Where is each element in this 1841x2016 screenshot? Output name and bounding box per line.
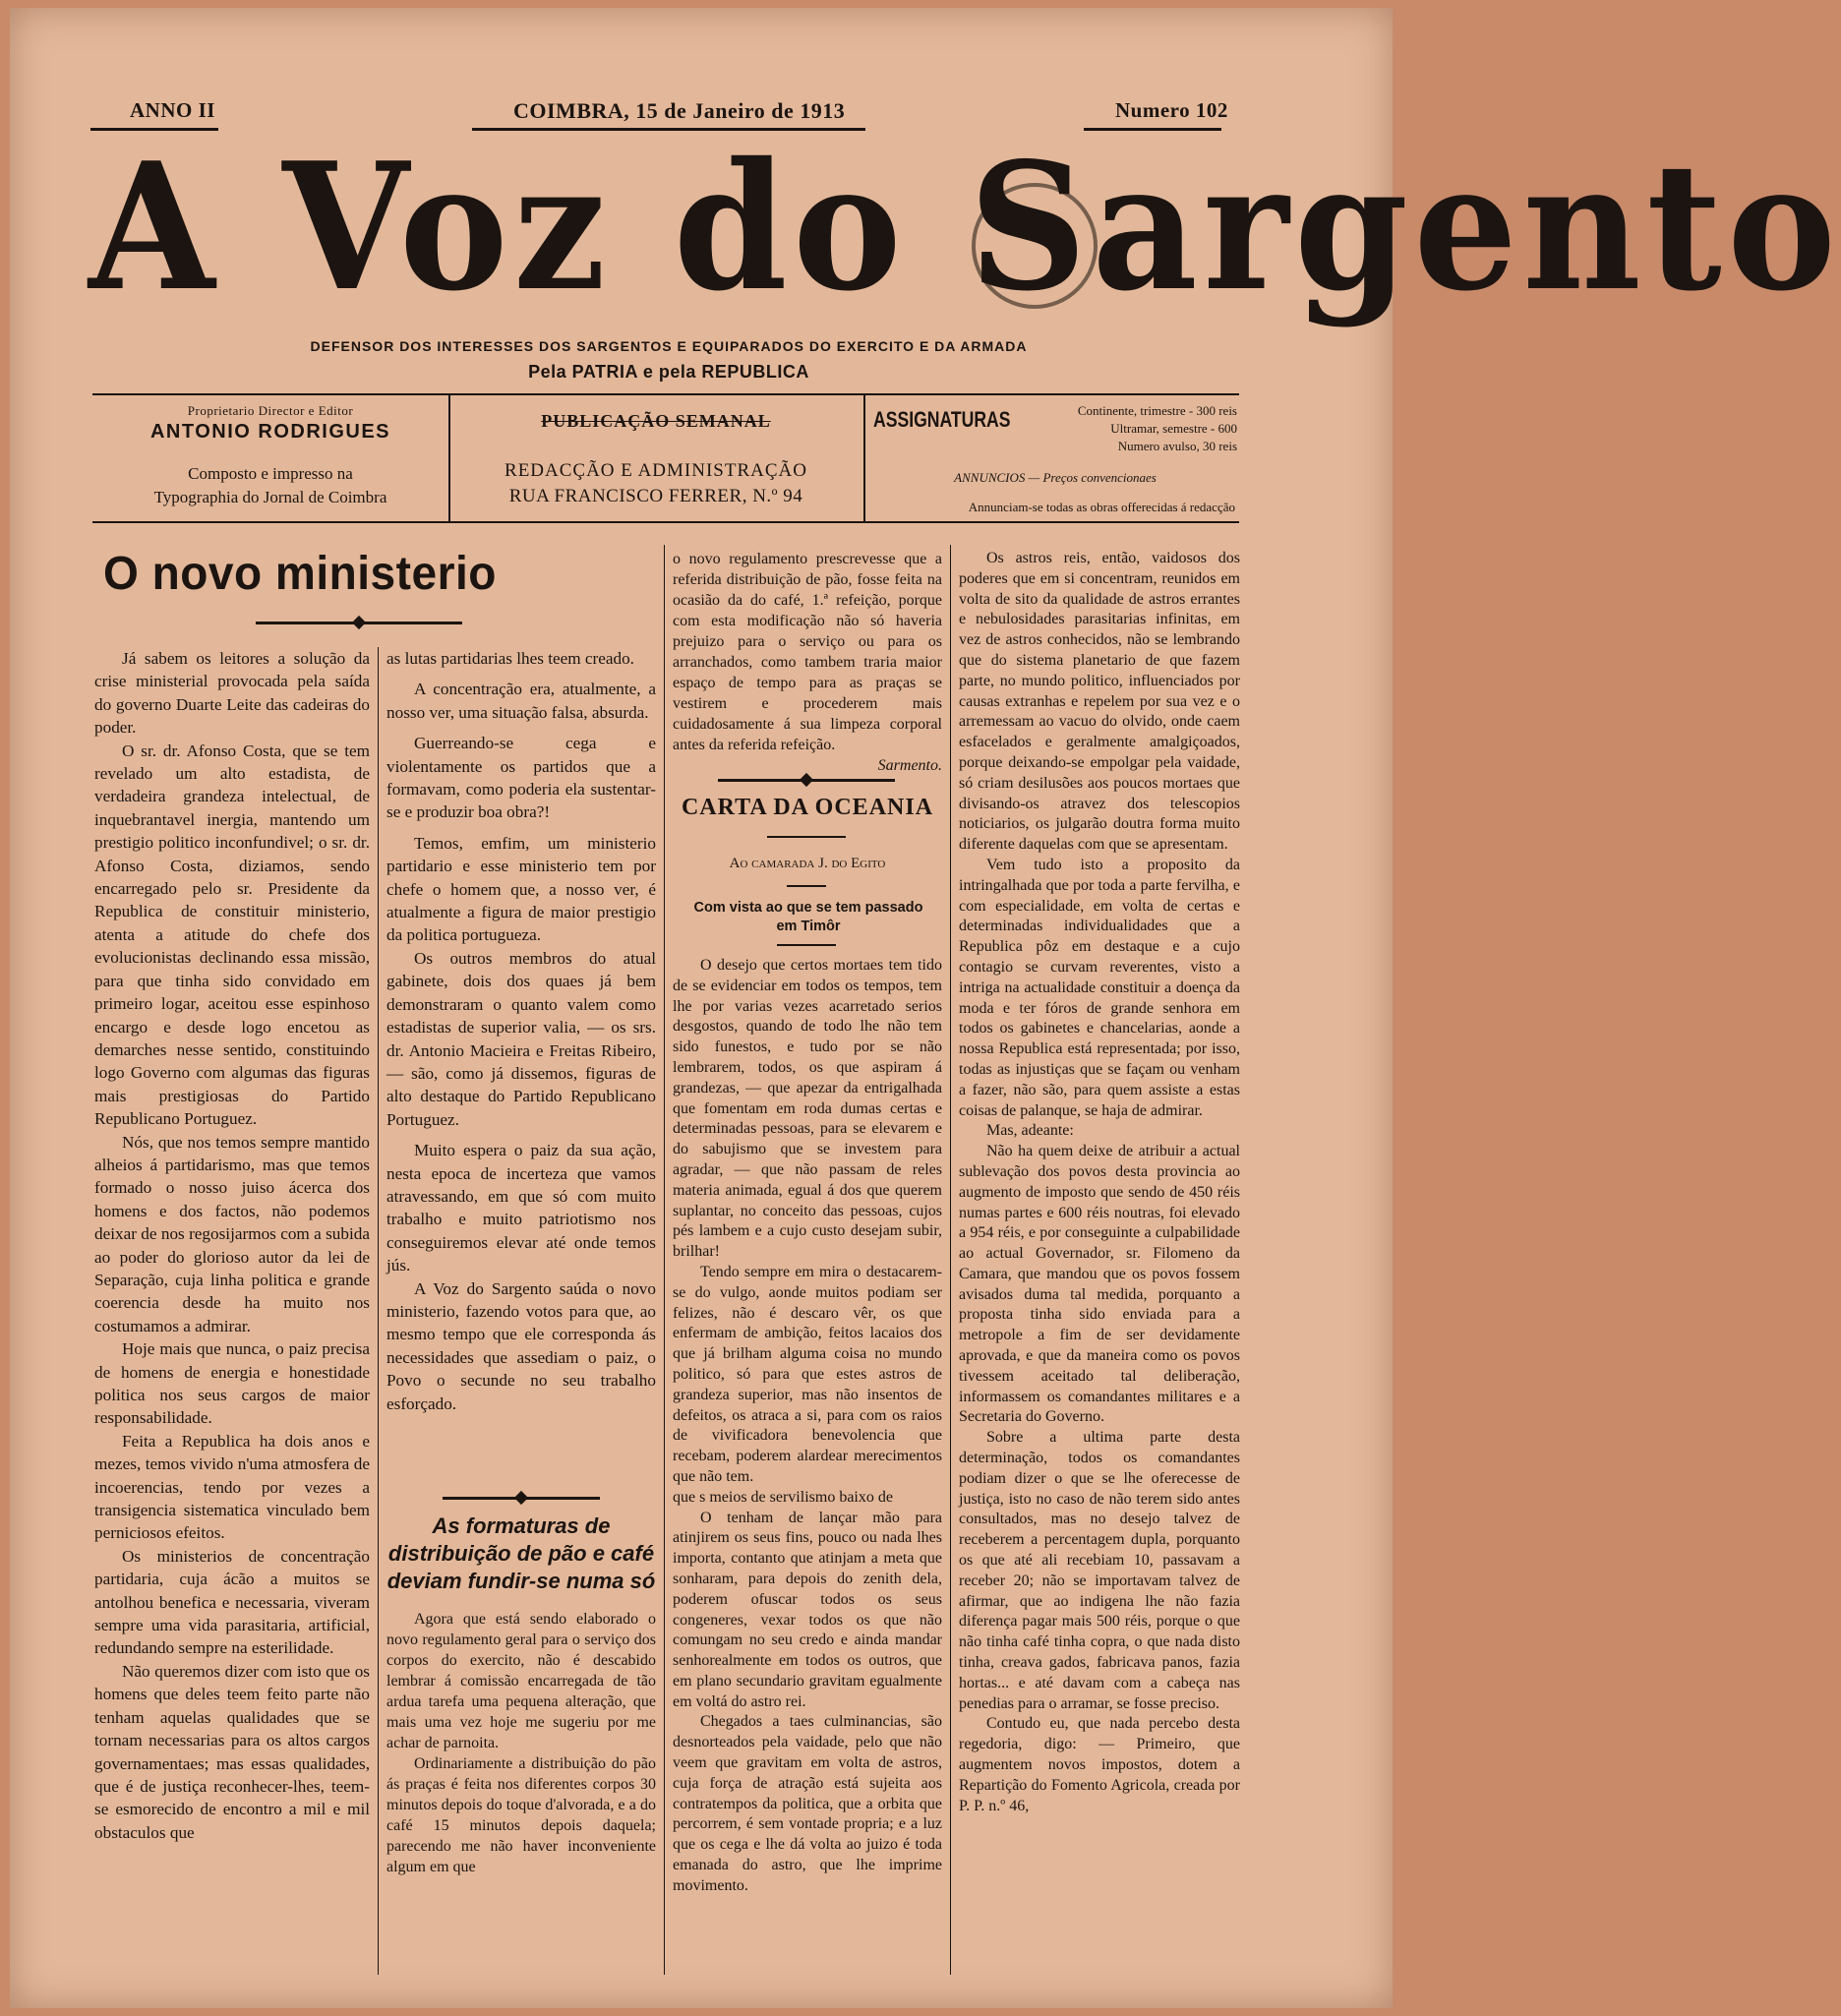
paragraph: A Voz do Sargento saúda o novo ministerio, fazendo votos para que, ao mesmo tempo que ele corresponda ás necessidades que assediam o paiz, o Povo o secunde no seu trabalho esforçado. bbox=[386, 1278, 656, 1413]
paragraph: Muito espera o paiz da sua ação, nesta epoca de incerteza que vamos atravessando, em que só com muito trabalho e muito patriotismo nos conseguiremos elevar até onde temos jús. bbox=[386, 1141, 656, 1275]
paragraph: Chegados a taes culminancias, são desnorteados pela vaidade, pelo que não veem que gravitam em volta de astros, cuja força de atração está sujeita aos contratempos da politica, que a orbita que percorrem, é sem vontade propria; e a luz que os cega e lhe dá volta ao juizo é toda emanada do astro, que lhe imprime movimento. bbox=[673, 1713, 942, 1894]
paragraph: Sobre a ultima parte desta determinação, todos os comandantes podiam dizer o que se lhe oferecesse de justiça, isto no caso de não terem sido antes consultados, mas no desejo talvez de receberem a percentagem dupla, porquanto os que até ali recebiam 10, passavam a receber 20; não se importavam talvez de afirmar, que ao indigena lhe não fazia diferença pagar mais 500 réis, porque o que não tinha café tinha copra, o que nada disto tinha, creava gados, fabricava panos, fazia hortas... e até davam com a cabeça nas penedias para o arramar, se fosse preciso. bbox=[959, 1429, 1240, 1712]
column-rule-1 bbox=[378, 647, 379, 1975]
paragraph: Contudo eu, que nada percebo desta regedoria, digo: — Primeiro, que augmentem novos impostos, dotem a Repartição do Fomento Agricola, creada por P. P. n.º 46, bbox=[959, 1715, 1240, 1814]
header-box-bottom-rule bbox=[92, 521, 1239, 523]
paragraph: Ordinariamente a distribuição do pão ás praças é feita nos diferentes corpos 30 minutos depois do toque d'alvorada, e a do café 15 minutos depois daquela; parecendo me não haver inconveniente algum em que bbox=[386, 1755, 656, 1875]
article-title-novo-ministerio: O novo ministerio bbox=[103, 548, 497, 600]
price-continente: Continente, trimestre - 300 reis bbox=[1077, 403, 1237, 418]
postal-stamp-mark bbox=[972, 183, 1098, 309]
tagline: DEFENSOR DOS INTERESSES DOS SARGENTOS E EQUIPARADOS DO EXERCITO E DA ARMADA bbox=[310, 338, 1028, 354]
year-label: ANNO II bbox=[130, 98, 215, 122]
small-rule bbox=[767, 836, 846, 838]
paragraph: Os astros reis, então, vaidosos dos poderes que em si concentram, reunidos em volta de sito da qualidade de astros errantes e nebulosidades parasitarias infinitas, em vez de astros conhecidos, não se lembrando que do sistema planetario de que fazem parte, no mundo politico, influenciados por causas extranhas e repelem por sua vez e o arremessam ao vacuo do olvido, onde caem esfacelados e geralmente amalgiçoados, porque deixando-se empolgar pela vaidade, só criam desilusões aos poucos mortaes que divisando-os atravez dos telescopios noticiarios, os julgarão doutra forma muito diferente daquelas com que se apresentam. bbox=[959, 550, 1240, 854]
paragraph: o novo regulamento prescrevesse que a referida distribuição de pão, fosse feita na ocasião da do café, 1.ª refeição, porque com esta modificação não só haveria prejuizo para o serviço ou para os arranchados, como tambem traria maior espaço de tempo para as praças se vestirem e procederem mais cuidadosamente á sua limpeza corporal antes da referida refeição. bbox=[673, 551, 942, 753]
signature: Sarmento. bbox=[877, 757, 942, 774]
paragraph: Agora que está sendo elaborado o novo regulamento geral para o serviço dos corpos do exercito, não é descabido lembrar á comissão encarregada de tão ardua tarefa uma pequena alteração, que mais uma vez hoje me sugeriu por me achar de parnoita. bbox=[386, 1611, 656, 1751]
article-dedication: Ao camarada J. do Egito bbox=[729, 856, 886, 871]
article2-column-3 bbox=[673, 549, 942, 776]
title-ornament bbox=[256, 622, 462, 624]
newspaper-page bbox=[10, 8, 1841, 2008]
header-box-divider-2 bbox=[863, 395, 865, 521]
paragraph: O desejo que certos mortaes tem tido de se evidenciar em todos os tempos, tem lhe por varias vezes acarretado serios desgostos, quando de todo lhe não tem sido funestos, e tudo por se não lembrarem, todos, os que aspiram á grandezas, — que apezar da entrigalhada que fomentam em roda dumas certas e determinadas pessoas, para se elevarem e do sabujismo que se investem para agradar, — que não passam de reles materia animada, egual á dos que querem suplantar, no conceito das pessoas, cujos pés lambem e a cujo custo desejam subir, brilhar! bbox=[673, 957, 942, 1261]
paragraph: Os ministerios de concentração partidaria, cuja ácão a muitos se antolhou benefica e necessaria, viveram sempre uma vida parasitaria, artificial, redundando sempre na esterilidade. bbox=[94, 1546, 370, 1658]
motto: Pela PATRIA e pela REPUBLICA bbox=[528, 362, 809, 382]
section-ornament bbox=[718, 779, 895, 782]
paragraph: Temos, emfim, um ministerio partidario e esse ministerio tem por chefe o homem que, a nosso ver, é atualmente a figura de maior prestigio da politica portugueza. bbox=[386, 833, 656, 945]
paragraph: Não ha quem deixe de atribuir a actual sublevação dos povos desta provincia ao augmento de imposto que sendo de 450 réis numas partes e 600 réis noutras, foi elevado a 954 réis, e por conseguinte a culpabilidade ao actual Governador, sr. Filomeno da Camara, que mandou que os povos fossem avisados duma tal medida, porquanto a proposta tinha sido enviada para a metropole a fim de ser devidamente aprovada, e que da maneira como os povos tivessem aceitado tal deliberação, informassem os comandantes militares e a Secretaria do Governo. bbox=[959, 1143, 1240, 1426]
price-avulso: Numero avulso, 30 reis bbox=[1117, 439, 1237, 453]
section-ornament bbox=[443, 1497, 600, 1500]
price-ultramar: Ultramar, semestre - 600 bbox=[1110, 421, 1237, 436]
owner-name: ANTONIO RODRIGUES bbox=[149, 421, 391, 443]
article-title-formaturas: As formaturas de distribuição de pão e café deviam fundir-se numa só bbox=[386, 1513, 656, 1593]
redaccao-address: RUA FRANCISCO FERRER, N.º 94 bbox=[508, 486, 803, 506]
paragraph: Nós, que nos temos sempre mantido alheios á partidarismo, mas que temos formado o nosso juiso ácerca dos homens e dos factos, não podemos deixar de nos regosijarmos com a subida ao poder do glorioso autor da lei de Separação, cuja linha politica e grande coerencia desde ha muito nos costumamos a admirar. bbox=[94, 1132, 370, 1335]
subscriptions-label: ASSIGNATURAS bbox=[873, 407, 1011, 432]
article1-column-1 bbox=[94, 647, 370, 1844]
issue-number: Numero 102 bbox=[1115, 98, 1228, 122]
printed-line-1: Composto e impresso na bbox=[188, 464, 353, 483]
date-line: COIMBRA, 15 de Janeiro de 1913 bbox=[513, 98, 846, 123]
paragraph: Hoje mais que nunca, o paiz precisa de homens de energia e honestidade politica nos seus cargos de maior responsabilidade. bbox=[94, 1339, 370, 1428]
ads-note: Annunciam-se todas as obras offerecidas á redacção bbox=[968, 500, 1235, 514]
article2-column-2 bbox=[386, 1609, 656, 1877]
masthead-title: A Voz do Sargento bbox=[89, 124, 1841, 329]
column-rule-3 bbox=[950, 545, 951, 1975]
article3-column-3 bbox=[673, 956, 942, 1897]
small-rule bbox=[777, 944, 836, 946]
paragraph: Mas, adeante: bbox=[986, 1122, 1074, 1140]
paragraph: A concentração era, atualmente, a nosso ver, uma situação falsa, absurda. bbox=[386, 680, 656, 722]
column-rule-2 bbox=[664, 545, 665, 1975]
paragraph: Vem tudo isto a proposito da intringalhada que por toda a parte fervilha, e com especialidade, em volta de certas e determinadas individualidades que a Republica pôz em destaque e a cujo contagio se curvam reverentes, visto a intriga na actualidade constituir a doença da moda e ter fóros de grande senhora em todos os gabinetes e chancelarias, aonde a nossa Republica está representada; por isso, todas as injustiças que se façam ou venham a fazer, não são, para quem assiste a estas coisas de palanque, se haja de admirar. bbox=[959, 856, 1240, 1119]
paragraph: as lutas partidarias lhes teem creado. bbox=[386, 649, 634, 668]
paragraph: Tendo sempre em mira o destacarem-se do vulgo, aonde muitos podiam ser felizes, não é descaro vêr, os que enfermam de ambição, feitos lacaios dos que já brilham alguma coisa no mundo politico, só para que estes astros de grandeza superior, mas não insentos de defeitos, os atraca a si, para com os raios de vivificadora benevolencia que recebam, poderem alardear merecimentos que não tem. bbox=[673, 1263, 942, 1485]
paragraph: O sr. dr. Afonso Costa, que se tem revelado um alto estadista, de verdadeira grandeza intelectual, de inquebrantavel inergia, mantendo um prestigio politico inconfundivel; o sr. dr. Afonso Costa, diziamos, sendo encarregado pelo sr. Presidente da Republica de constituir ministerio, atenta a atitude do chefe dos evolucionistas declinando essa missão, para que tinha sido convidado em primeiro logar, aceitou esse espinhoso encargo e desde logo encetou as demarches nesse sentido, constituindo logo Governo com algumas das figuras mais prestigiosas do Partido Republicano Portuguez. bbox=[94, 741, 370, 1129]
printed-line-2: Typographia do Jornal de Coimbra bbox=[153, 488, 387, 506]
publication-frequency: PUBLICAÇÃO SEMANAL bbox=[541, 411, 771, 431]
paragraph: Guerreando-se cega e violentamente os partidos que a formavam, como poderia ela sustentar-se e produzir boa obra?! bbox=[386, 734, 656, 822]
article-subtitle: Com vista ao que se tem passado em Timôr bbox=[693, 900, 923, 934]
header-box-divider-1 bbox=[448, 395, 450, 521]
article-title-carta-oceania: CARTA DA OCEANIA bbox=[681, 795, 934, 820]
paragraph: Já sabem os leitores a solução da crise ministerial provocada pela saída do governo Duarte Leite das cadeiras do poder. bbox=[94, 649, 370, 738]
paragraph: Não queremos dizer com isto que os homens que deles teem feito parte não tenham aquelas qualidades que se tornam necessarias para os altos cargos governamentaes; mas essas qualidades, que é de justiça reconhecer-lhes, teem-se esmorecido de encontro a mil e mil obstaculos que bbox=[94, 1661, 370, 1842]
redaccao-label: REDACÇÃO E ADMINISTRAÇÃO bbox=[505, 460, 807, 481]
paragraph: Os outros membros do atual gabinete, dois dos quaes já bem demonstraram o quanto valem como estadistas de superior valia, — os srs. dr. Antonio Macieira e Freitas Ribeiro, — são, como já dissemos, figuras de alto destaque do Partido Republicano Portuguez. bbox=[386, 948, 656, 1129]
paragraph: O tenham de lançar mão para atinjirem os seus fins, pouco ou nada lhes importa, contanto que atinjam a meta que sonharam, para depois do zenith dela, poderem ofuscar todos os seus congeneres, vexar todos os que não comungam no seu credo e ainda mandar senhorealmente em todos os outros, que em plano secundario gravitam egualmente em voltá do astro rei. bbox=[673, 1509, 942, 1710]
small-rule bbox=[787, 885, 826, 887]
paragraph: que s meios de servilismo baixo de bbox=[673, 1488, 893, 1506]
header-box-top-rule bbox=[92, 393, 1239, 395]
paragraph: Feita a Republica ha dois anos e mezes, temos vivido n'uma atmosfera de incoerencias, tendo por vezes a transigencia sistematica vinculado bem perniciosos efeitos. bbox=[94, 1431, 370, 1543]
ads-label: ANNUNCIOS — Preços convencionaes bbox=[954, 470, 1157, 485]
article3-column-4 bbox=[959, 549, 1240, 1816]
article1-column-2 bbox=[386, 647, 656, 1415]
owner-label: Proprietario Director e Editor bbox=[187, 403, 354, 418]
